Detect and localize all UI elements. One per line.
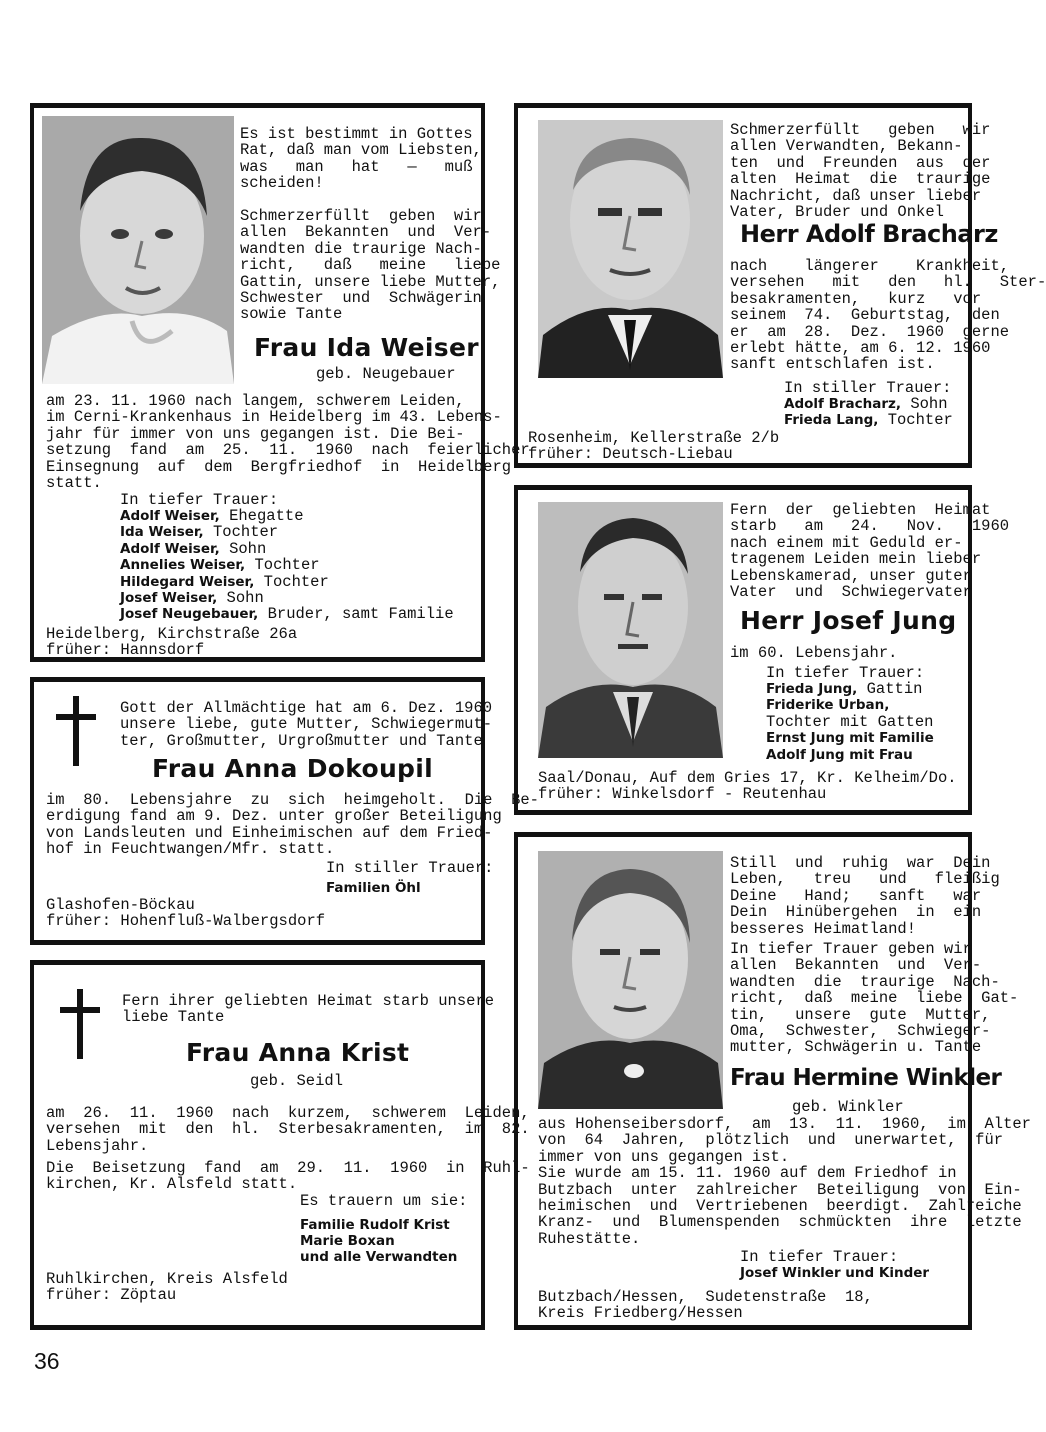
mourner-relation: Sohn <box>901 395 948 413</box>
weiser-poem: Es ist bestimmt in Gottes Rat, daß man vom Liebsten, was man hat — muß scheiden! <box>240 125 482 193</box>
obituary-krist <box>30 960 530 1330</box>
winkler-poem: Still und ruhig war Dein Leben, treu und fleißig Deine Hand; sanft war Dein Hinübergehen in ein besseres Heimatland! <box>730 854 1000 938</box>
weiser-address: Heidelberg, Kirchstraße 26a früher: Hannsdorf <box>46 625 298 660</box>
obituary-bracharz <box>514 103 1046 468</box>
bracharz-mourner <box>784 412 953 428</box>
mourner-name: Adolf Weiser, <box>120 508 220 524</box>
krist-mourner: und alle Verwandten <box>300 1249 458 1265</box>
mourner-relation: Gattin <box>857 680 923 698</box>
mourner-name: Annelies Weiser, <box>120 557 246 574</box>
jung-deceased-name: Herr Josef Jung <box>740 606 957 635</box>
weiser-mourners <box>120 508 454 623</box>
jung-trauer-label: In tiefer Trauer: <box>766 664 925 682</box>
weiser-mourner <box>120 524 454 540</box>
weiser-body: am 23. 11. 1960 nach langem, schwerem Leiden, im Cerni-Krankenhaus in Heidelberg im 43. Lebens- jahr für immer von uns gegangen ist. Die Bei- setzung fand am 25. 11. 1960 nach feierlicher Einsegnung auf dem Bergfriedhof in Heidelberg statt. <box>46 392 530 493</box>
winkler-deceased-name: Frau Hermine Winkler <box>730 1065 1002 1091</box>
mourner-relation: Sohn <box>217 589 264 608</box>
weiser-mourner <box>120 606 454 622</box>
winkler-born: geb. Winkler <box>792 1098 904 1116</box>
portrait-photo-winkler <box>538 851 723 1109</box>
mourner-relation: Tochter <box>878 411 953 430</box>
cross-icon <box>56 696 96 766</box>
krist-mourner: Marie Boxan <box>300 1233 395 1249</box>
mourner-name: Hildegard Weiser, <box>120 573 255 590</box>
portrait-photo-bracharz <box>538 120 723 378</box>
mourner-relation: Tochter <box>245 556 320 575</box>
jung-announcement: Fern der geliebten Heimat starb am 24. Nov. 1960 nach einem mit Geduld er- tragenem Leiden mein lieber Lebenskamerad, unser guter Vater und Schwiegervater <box>730 501 1010 602</box>
mourner-name: Ida Weiser, <box>120 524 204 541</box>
mourner-name: Josef Weiser, <box>120 590 218 607</box>
bracharz-announcement: Schmerzerfüllt geben wir allen Verwandten, Bekann- ten und Freunden aus der alten Heimat die traurige Nachricht, daß unser lieber Vater, Bruder und Onkel <box>730 121 991 222</box>
mourner-relation: Sohn <box>219 539 267 558</box>
mourner-relation: Bruder, samt Familie <box>258 605 454 624</box>
mourner-name: Ernst Jung mit Familie <box>766 730 934 747</box>
krist-deceased-name: Frau Anna Krist <box>186 1038 410 1067</box>
dokoupil-intro: Gott der Allmächtige hat am 6. Dez. 1960 unsere liebe, gute Mutter, Schwiegermut- ter, Großmutter, Urgroßmutter und Tante <box>120 699 493 750</box>
krist-body-1: am 26. 11. 1960 nach kurzem, schwerem Leiden, versehen mit den hl. Sterbesakramenten, im 82. Lebensjahr. <box>46 1104 530 1155</box>
weiser-trauer-label: In tiefer Trauer: <box>120 491 279 509</box>
winkler-body: aus Hohenseibersdorf, am 13. 11. 1960, im Alter von 64 Jahren, plötzlich und unerwartet, für immer von uns gegangen ist. Sie wurde am 15. 11. 1960 auf dem Friedhof in Butzbach unter zahlreicher Beteiligung von Ein- heimischen und Vertriebenen beerdigt. Zahlreiche Kranz- und Blumenspenden schmückten ihre letzte Ruhestätte. <box>538 1115 1031 1248</box>
bracharz-address: Rosenheim, Kellerstraße 2/b früher: Deutsch-Liebau <box>528 429 780 464</box>
krist-born: geb. Seidl <box>250 1072 344 1090</box>
winkler-mourners: Josef Winkler und Kinder <box>740 1265 930 1281</box>
page-number: 36 <box>34 1348 60 1374</box>
mourner-name: Adolf Weiser, <box>120 540 220 557</box>
weiser-deceased-name: Frau Ida Weiser <box>254 333 479 362</box>
portrait-photo-jung <box>538 502 723 758</box>
winkler-address: Butzbach/Hessen, Sudetenstraße 18, Kreis Friedberg/Hessen <box>538 1288 873 1323</box>
winkler-announcement: In tiefer Trauer geben wir allen Bekannten und Ver- wandten die traurige Nach- richt, daß meine liebe Gat- tin, unsere gute Mutter, Oma, Schwester, Schwieger- mutter, Schwägerin u. Tante <box>730 940 1019 1057</box>
weiser-mourner <box>120 541 454 557</box>
jung-mourners <box>766 681 934 763</box>
mourner-relation: Ehegatte <box>219 507 304 525</box>
dokoupil-address: Glashofen-Böckau früher: Hohenfluß-Walbergsdorf <box>46 896 326 931</box>
weiser-announcement: Schmerzerfüllt geben wir allen Bekannten und Ver- wandten die traurige Nach- richt, daß meine liebe Gattin, unsere liebe Mutter, Schwester und Schwägerin sowie Tante <box>240 207 501 324</box>
obituary-weiser <box>30 103 530 662</box>
weiser-mourner <box>120 557 454 573</box>
jung-age: im 60. Lebensjahr. <box>730 644 898 662</box>
obituary-winkler <box>514 832 1031 1330</box>
mourner-relation: Tochter <box>203 523 279 542</box>
dokoupil-body: im 80. Lebensjahre zu sich heimgeholt. Die Be- erdigung fand am 9. Dez. unter großer Beteiligung von Landsleuten und Einheimischen auf dem Fried- hof in Feuchtwangen/Mfr. statt. <box>46 791 539 859</box>
krist-mourner: Familie Rudolf Krist <box>300 1217 450 1233</box>
krist-body-2: Die Beisetzung fand am 29. 11. 1960 in Ruhl- kirchen, Kr. Alsfeld statt. <box>46 1159 530 1194</box>
mourner-name: Adolf Bracharz, <box>784 396 902 412</box>
bracharz-deceased-name: Herr Adolf Bracharz <box>740 220 998 248</box>
dokoupil-trauer-label: In stiller Trauer: <box>326 859 494 877</box>
bracharz-body: nach längerer Krankheit, versehen mit den hl. Ster- besakramenten, kurz vor seinem 74. Geburtstag, den er am 28. Dez. 1960 gerne erlebt hätte, am 6. 12. 1960 sanft entschlafen ist. <box>730 257 1046 374</box>
mourner-name: Josef Neugebauer, <box>120 606 259 623</box>
cross-icon <box>60 989 100 1059</box>
bracharz-mourner <box>784 396 953 412</box>
dokoupil-deceased-name: Frau Anna Dokoupil <box>152 754 433 783</box>
mourner-name: Adolf Jung mit Frau <box>766 746 913 763</box>
krist-trauer-label: Es trauern um sie: <box>300 1192 468 1210</box>
weiser-mourner <box>120 508 454 524</box>
jung-address: Saal/Donau, Auf dem Gries 17, Kr. Kelheim/Do. früher: Winkelsdorf - Reutenhau <box>538 769 957 804</box>
jung-mourner <box>766 681 934 697</box>
bracharz-mourners <box>784 396 953 429</box>
jung-mourner <box>766 697 934 713</box>
weiser-mourner <box>120 574 454 590</box>
krist-address: Ruhlkirchen, Kreis Alsfeld früher: Zöptau <box>46 1270 288 1305</box>
winkler-trauer-label: In tiefer Trauer: <box>740 1248 899 1266</box>
mourner-name: Frieda Lang, <box>784 412 879 429</box>
weiser-mourner <box>120 590 454 606</box>
krist-intro: Fern ihrer geliebten Heimat starb unsere liebe Tante <box>122 992 495 1027</box>
mourner-name: Friderike Urban, <box>766 697 890 714</box>
weiser-born: geb. Neugebauer <box>316 365 456 383</box>
dokoupil-mourners: Familien Öhl <box>326 880 421 896</box>
mourner-name: Frieda Jung, <box>766 681 858 697</box>
jung-mourner <box>766 714 934 730</box>
mourner-relation: Tochter mit Gatten <box>766 712 934 731</box>
mourner-relation: Tochter <box>254 572 329 591</box>
obituary-jung <box>514 485 1010 815</box>
obituary-dokoupil <box>30 677 539 945</box>
portrait-photo-weiser <box>42 116 234 384</box>
jung-mourner <box>766 747 934 763</box>
jung-mourner <box>766 730 934 746</box>
bracharz-trauer-label: In stiller Trauer: <box>784 379 952 397</box>
